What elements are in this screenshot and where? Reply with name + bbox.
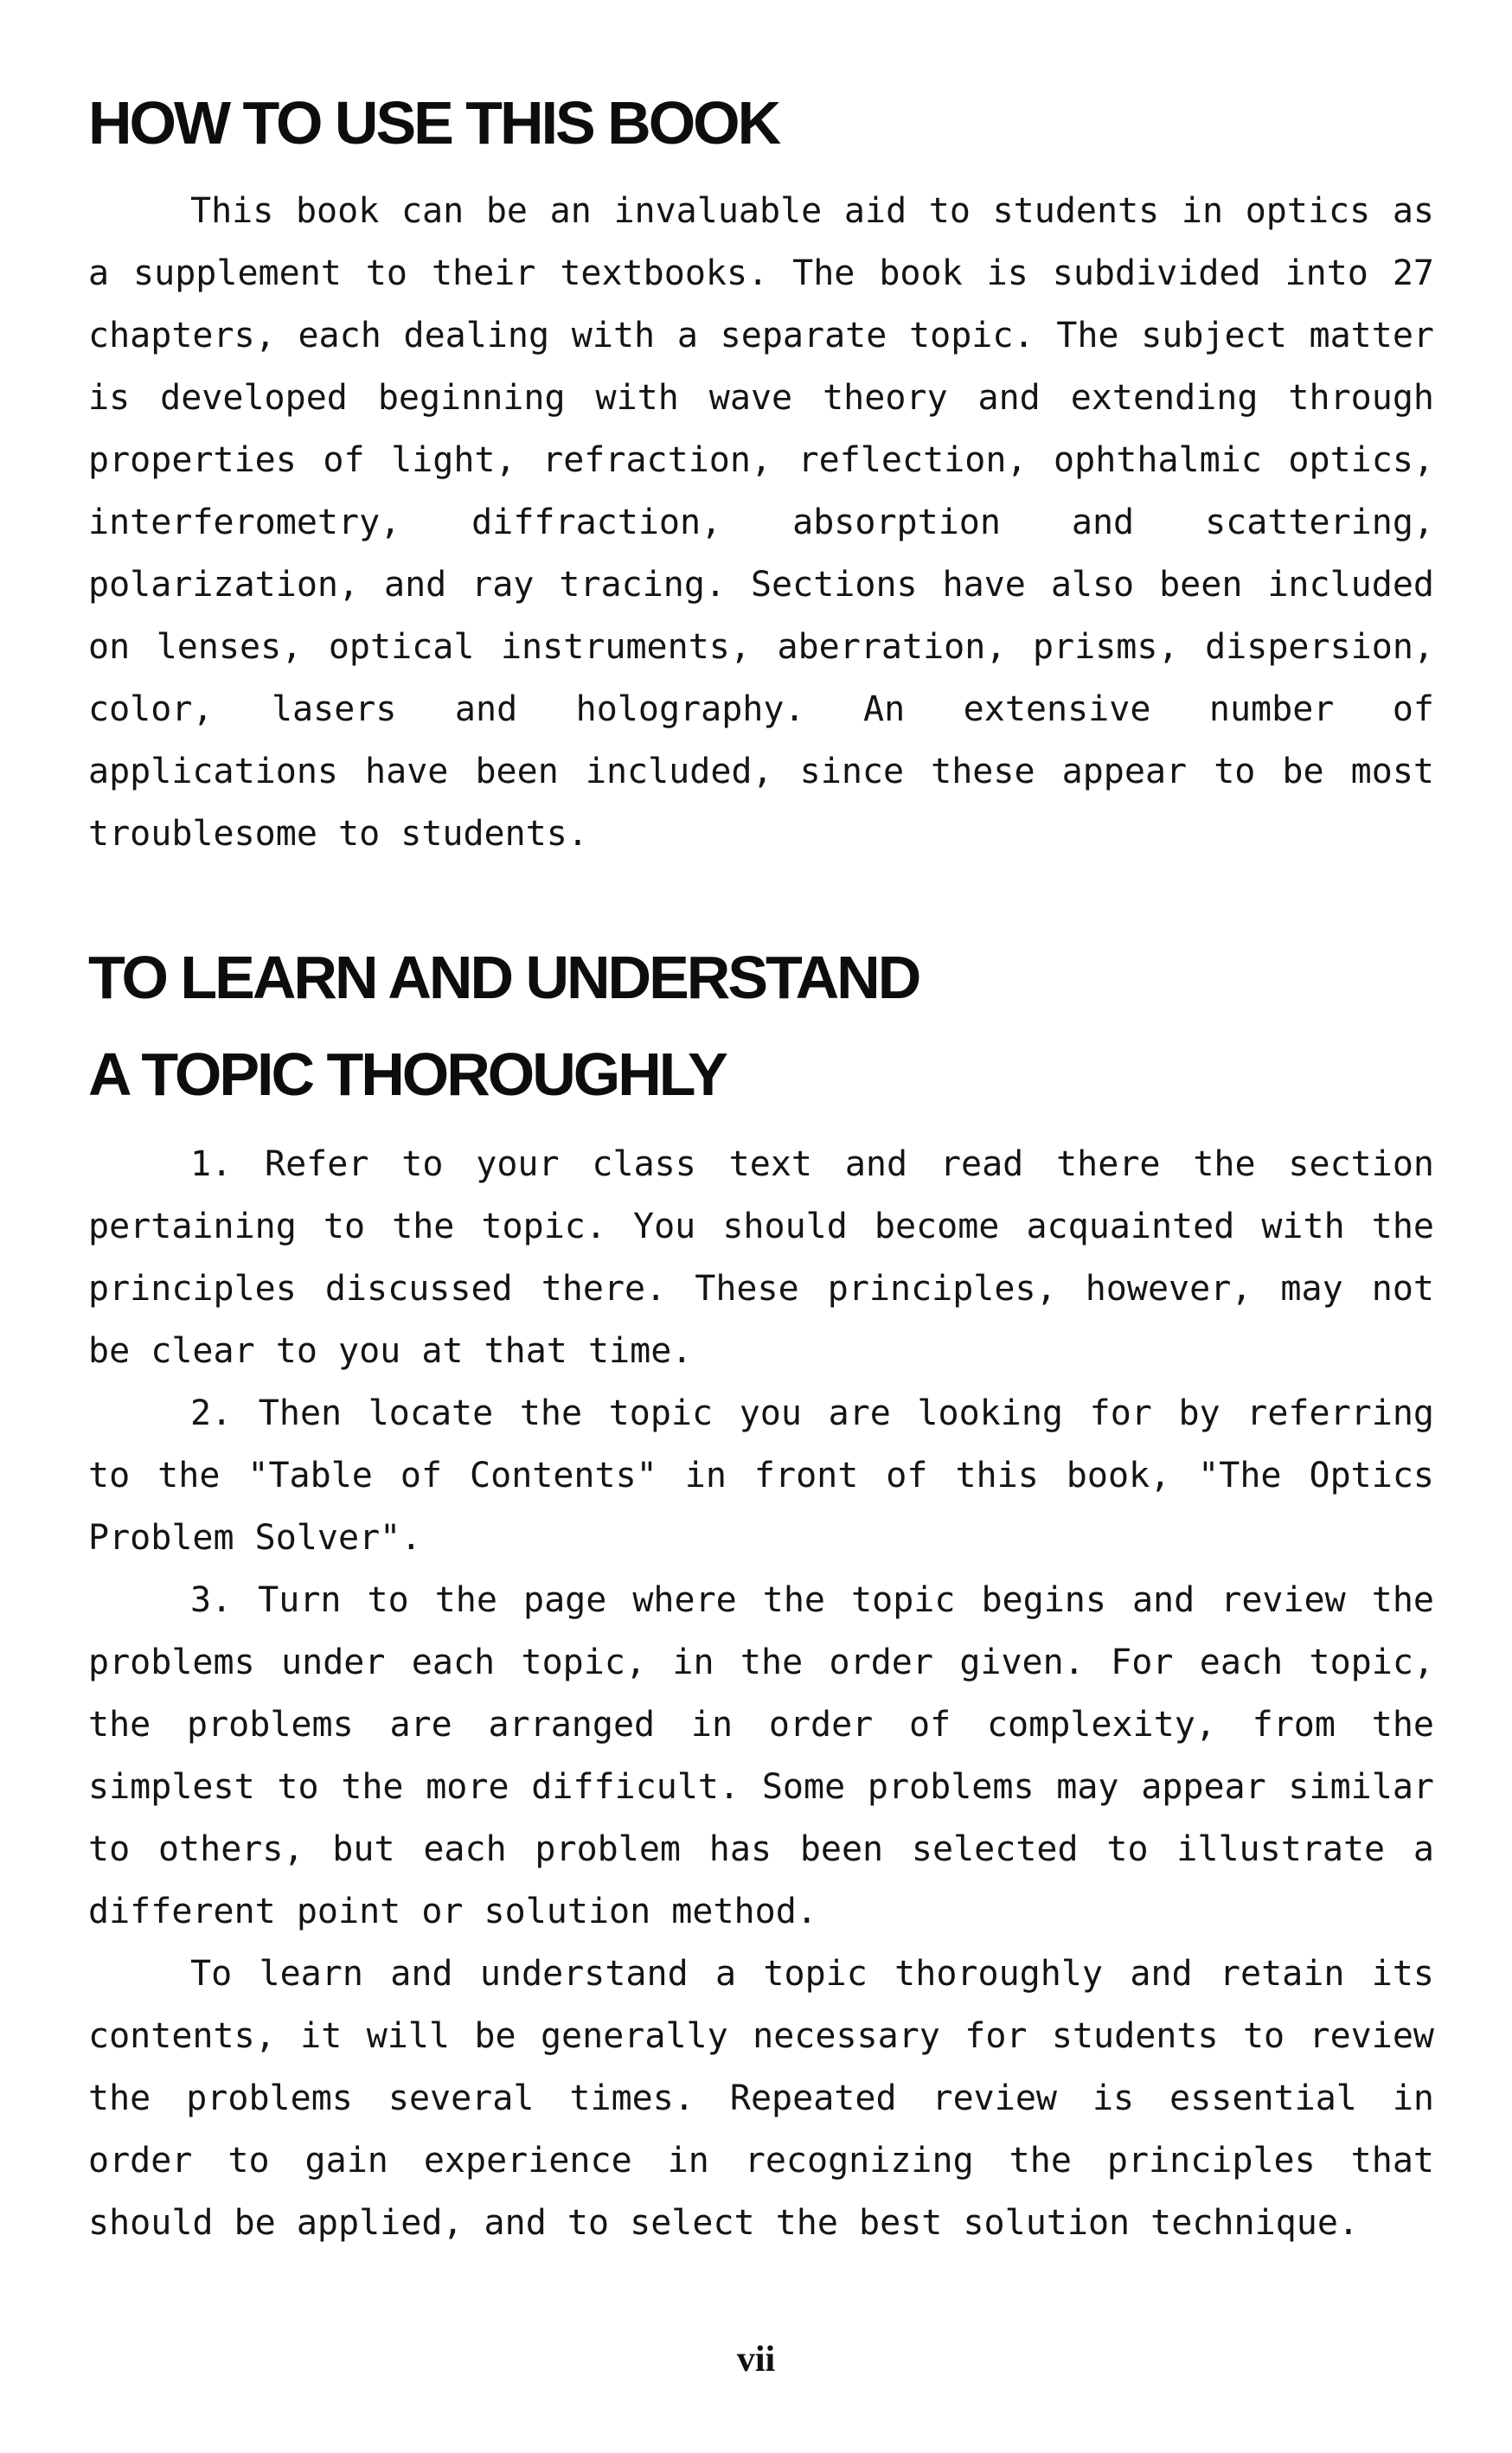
closing-paragraph: To learn and understand a topic thoroughly and retain its contents, it will be generally necessary for students to review the problems several times. Repeated review is essential in order to gain experience in recognizing the principles that should be applied, and to select the best solution technique. — [88, 1954, 1434, 2243]
step-2-paragraph: 2. Then locate the topic you are looking for by referring to the "Table of Contents" in front of this book, "The Optics Problem Solver". — [88, 1393, 1434, 1558]
section-title-learn-understand — [88, 929, 1434, 1123]
intro-paragraph: This book can be an invaluable aid to students in optics as a supplement to their textbooks. The book is subdivided into 27 chapters, each dealing with a separate topic. The subject matter is developed beginning with wave theory and extending through properties of light, refraction, reflection, ophthalmic optics, interferometry, diffraction, absorption and scattering, polarization, and ray tracing. Sections have also been included on lenses, optical instruments, aberration, prisms, dispersion, color, lasers and holography. An extensive number of applications have been included, since these appear to be most troublesome to students. — [88, 191, 1434, 854]
step-1-paragraph: 1. Refer to your class text and read there the section pertaining to the topic. You should become acquainted with the principles discussed there. These principles, however, may not be clear to you at that time. — [88, 1144, 1434, 1371]
section-title-how-to-use: HOW TO USE THIS BOOK — [88, 89, 779, 157]
document-page — [88, 0, 1434, 2254]
section-title-line-2: A TOPIC THOROUGHLY — [88, 1041, 726, 1108]
section-title-line-1: TO LEARN AND UNDERSTAND — [88, 944, 919, 1011]
step-3-paragraph: 3. Turn to the page where the topic begins and review the problems under each topic, in the order given. For each topic, the problems are arranged in order of complexity, from the simplest to the more difficult. Some problems may appear similar to others, but each problem has been selected to illustrate a different point or solution method. — [88, 1580, 1434, 1931]
page-number: vii — [736, 2340, 776, 2379]
